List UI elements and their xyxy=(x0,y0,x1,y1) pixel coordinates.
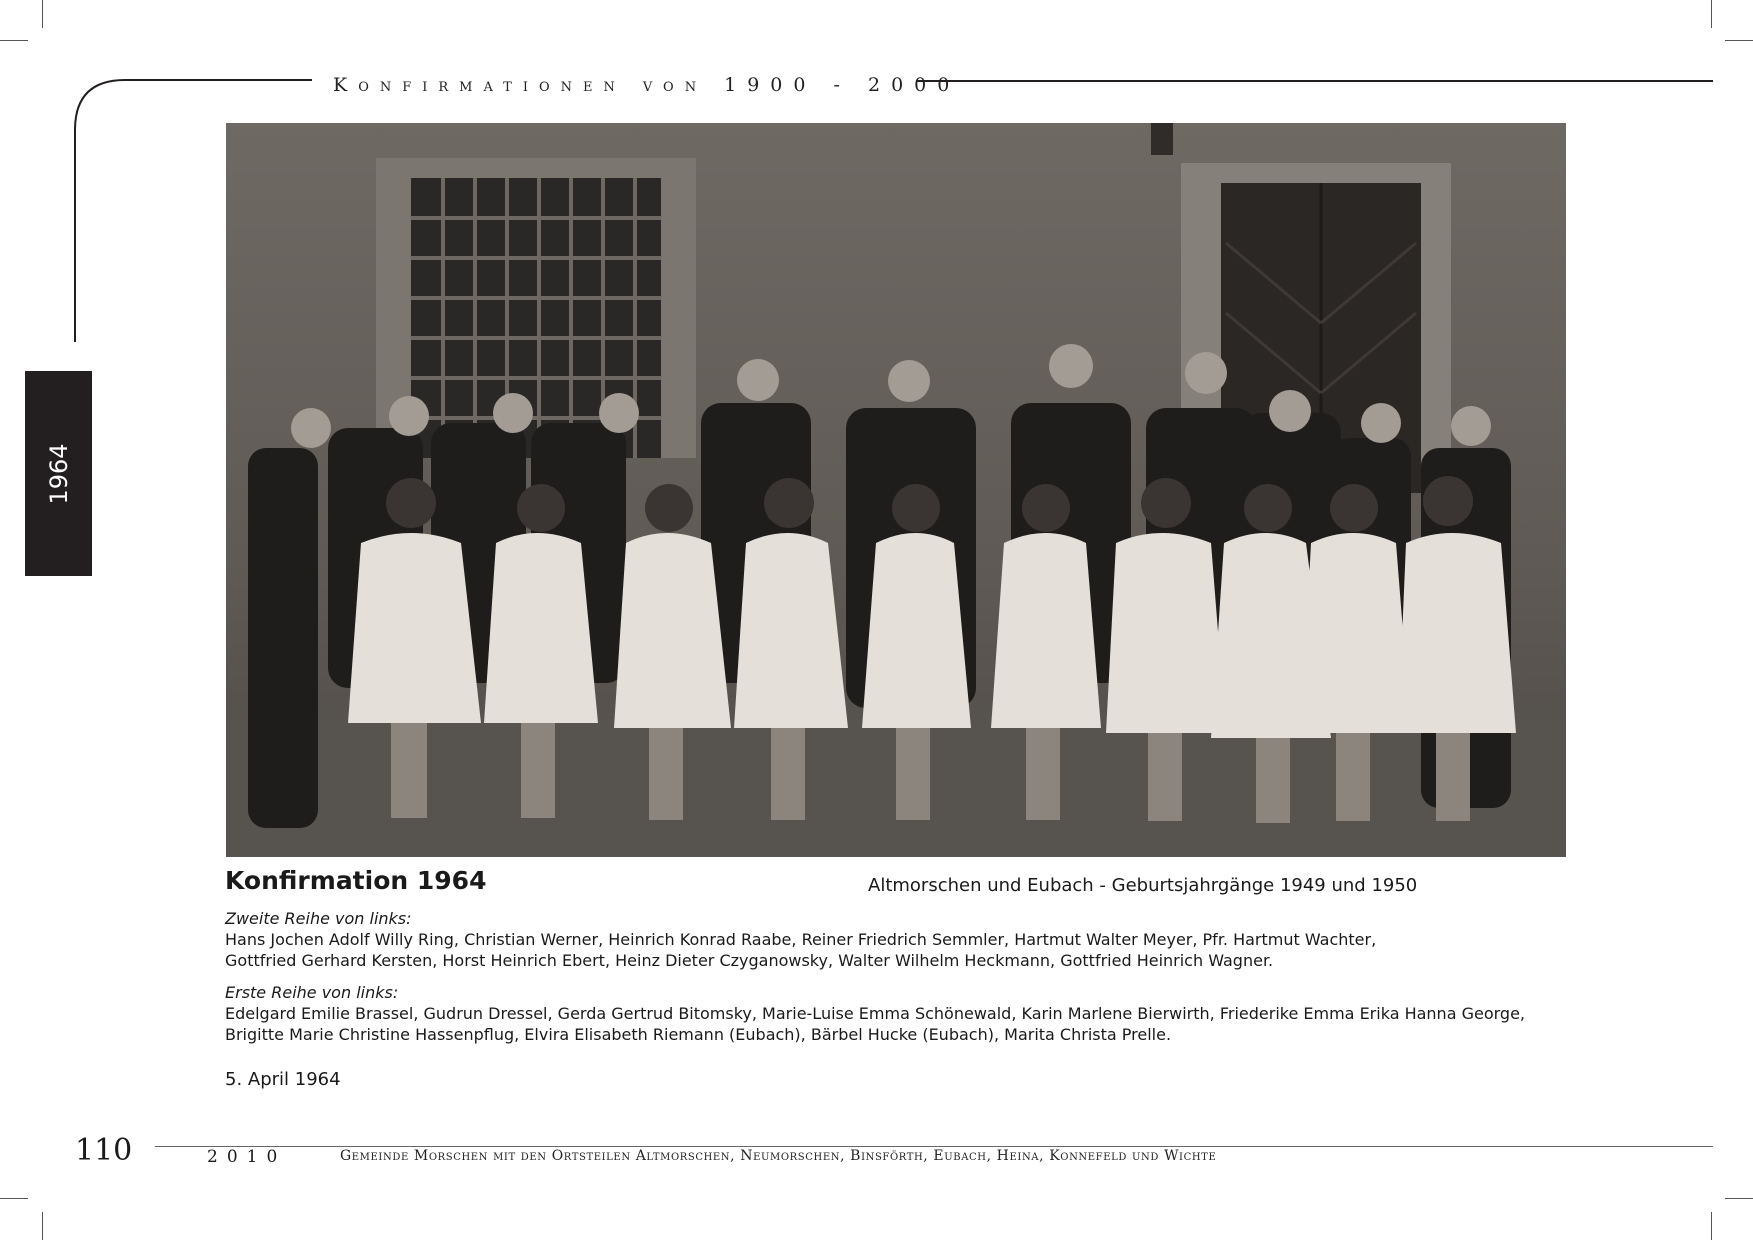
page-number: 110 xyxy=(75,1133,133,1168)
first-row-names-line: Edelgard Emilie Brassel, Gudrun Dressel, Gerda Gertrud Bitomsky, Marie-Luise Emma Schönewald, Karin Marlene Bierwirth, Friederike Emma Erika Hanna George, xyxy=(225,1004,1525,1023)
year-tab-label: 1964 xyxy=(44,442,73,505)
caption-subtitle: Altmorschen und Eubach - Geburtsjahrgänge 1949 und 1950 xyxy=(868,875,1418,896)
year-tab xyxy=(25,371,92,576)
footer-text: Gemeinde Morschen mit den Ortsteilen Altmorschen, Neumorschen, Binsförth, Eubach, Heina, Konnefeld und Wichte xyxy=(340,1148,1217,1164)
running-header-title: Konfirmationen von 1900 - 2000 xyxy=(333,74,961,96)
crop-mark xyxy=(0,1198,28,1199)
crop-mark xyxy=(1725,1198,1753,1199)
footer-rule xyxy=(155,1146,1713,1147)
second-row-names-line: Hans Jochen Adolf Willy Ring, Christian Werner, Heinrich Konrad Raabe, Reiner Friedrich Semmler, Hartmut Walter Meyer, Pfr. Hartmut Wachter, xyxy=(225,930,1377,949)
first-row-heading: Erste Reihe von links: xyxy=(225,983,399,1002)
second-row-heading: Zweite Reihe von links: xyxy=(225,909,412,928)
footer-year: 2010 xyxy=(207,1147,287,1167)
front-row xyxy=(348,533,1516,738)
confirmation-date: 5. April 1964 xyxy=(225,1069,341,1090)
crop-mark xyxy=(1711,1212,1712,1240)
second-row-names-line: Gottfried Gerhard Kersten, Horst Heinrich Ebert, Heinz Dieter Czyganowsky, Walter Wilhelm Heckmann, Gottfried Heinrich Wagner. xyxy=(225,951,1274,970)
first-row-names-line: Brigitte Marie Christine Hassenpflug, Elvira Elisabeth Riemann (Eubach), Bärbel Hucke (Eubach), Marita Christa Prelle. xyxy=(225,1025,1172,1044)
crop-mark xyxy=(42,1212,43,1240)
group-photo xyxy=(226,123,1566,857)
caption-title: Konfirmation 1964 xyxy=(225,866,487,895)
